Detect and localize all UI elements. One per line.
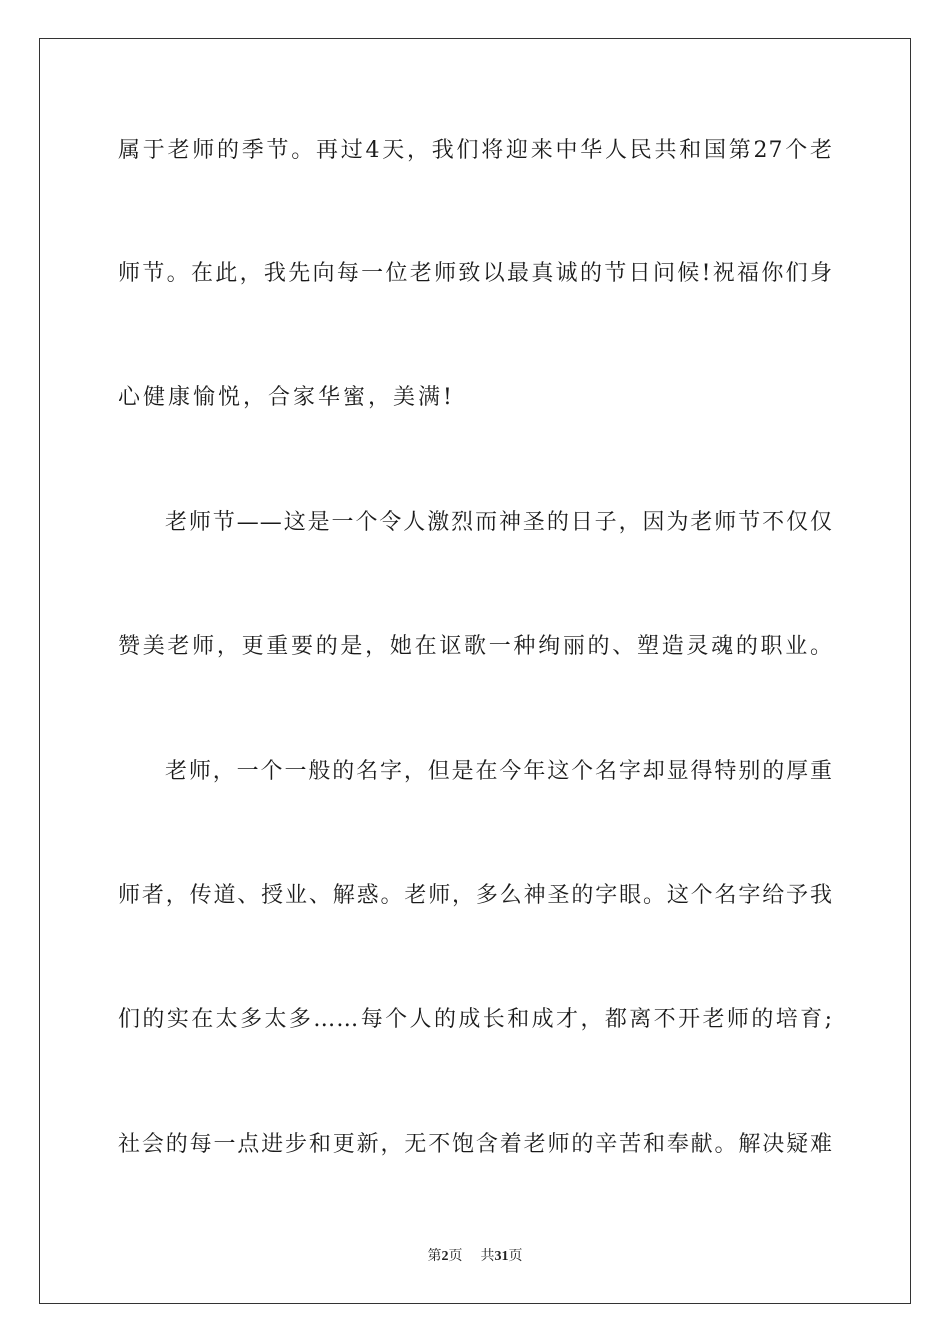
text-line: 属于老师的季节。再过4天，我们将迎来中华人民共和国第27个老 — [118, 138, 833, 163]
page-footer — [0, 1246, 950, 1267]
text-line: 们的实在太多太多……每个人的成长和成才，都离不开老师的培育; — [118, 1007, 833, 1032]
text-line: 师者，传道、授业、解惑。老师，多么神圣的字眼。这个名字给予我 — [118, 883, 833, 908]
page-number: 第2页 — [427, 1248, 463, 1264]
page-total: 共31页 — [480, 1248, 523, 1264]
paragraph-start-line: 老师节——这是一个令人激烈而神圣的日子，因为老师节不仅仅 — [165, 510, 833, 535]
text-line: 心健康愉悦，合家华蜜，美满! — [118, 385, 455, 410]
text-line: 师节。在此，我先向每一位老师致以最真诚的节日问候!祝福你们身 — [118, 261, 833, 286]
paragraph-start-line: 老师，一个一般的名字，但是在今年这个名字却显得特别的厚重 — [165, 759, 833, 784]
text-line: 社会的每一点进步和更新，无不饱含着老师的辛苦和奉献。解决疑难 — [118, 1132, 833, 1157]
text-line: 赞美老师，更重要的是，她在讴歌一种绚丽的、塑造灵魂的职业。 — [118, 634, 833, 659]
page-frame — [39, 38, 911, 1304]
